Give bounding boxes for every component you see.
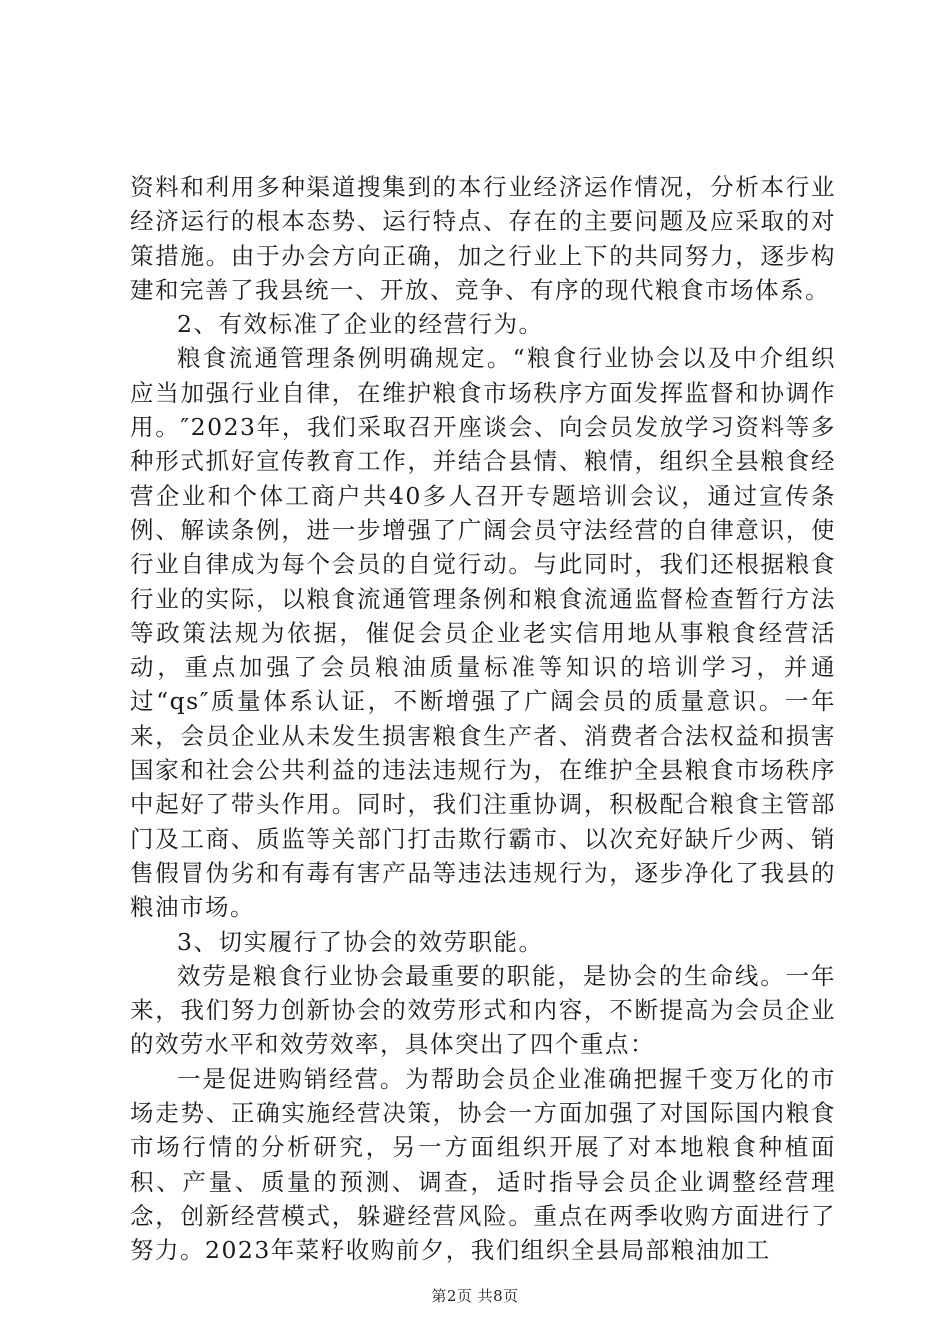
- paragraph: 粮食流通管理条例明确规定。“粮食行业协会以及中介组织应当加强行业自律，在维护粮食市场秩序方面发挥监督和协调作用。″2023年，我们采取召开座谈会、向会员发放学习资料等多种形式抓好宣传教育工作，并结合县情、粮情，组织全县粮食经营企业和个体工商户共40多人召开专题培训会议，通过宣传条例、解读条例，进一步增强了广阔会员守法经营的自律意识，使行业自律成为每个会员的自觉行动。与此同时，我们还根据粮食行业的实际，以粮食流通管理条例和粮食流通监督检查暂行方法等政策法规为依据，催促会员企业老实信用地从事粮食经营活动，重点加强了会员粮油质量标准等知识的培训学习，并通过“qs″质量体系认证，不断增强了广阔会员的质量意识。一年来，会员企业从未发生损害粮食生产者、消费者合法权益和损害国家和社会公共利益的违法违规行为，在维护全县粮食市场秩序中起好了带头作用。同时，我们注重协调，积极配合粮食主管部门及工商、质监等关部门打击欺行霸市、以次充好缺斤少两、销售假冒伪劣和有毒有害产品等违法违规行为，逐步净化了我县的粮油市场。: [130, 344, 836, 922]
- document-body: [130, 170, 836, 1268]
- paragraph: 效劳是粮食行业协会最重要的职能，是协会的生命线。一年来，我们努力创新协会的效劳形式和内容，不断提高为会员企业的效劳水平和效劳效率，具体突出了四个重点：: [130, 961, 836, 1059]
- page-footer: 第2页 共8页: [431, 1287, 519, 1305]
- section-heading: 3、切实履行了协会的效劳职能。: [177, 927, 544, 956]
- paragraph: 资料和利用多种渠道搜集到的本行业经济运作情况，分析本行业经济运行的根本态势、运行特点、存在的主要问题及应采取的对策措施。由于办会方向正确，加之行业上下的共同努力，逐步构建和完善了我县统一、开放、竞争、有序的现代粮食市场体系。: [130, 173, 836, 304]
- paragraph: 一是促进购销经营。为帮助会员企业准确把握千变万化的市场走势、正确实施经营决策，协会一方面加强了对国际国内粮食市场行情的分析研究，另一方面组织开展了对本地粮食种植面积、产量、质量的预测、调查，适时指导会员企业调整经营理念，创新经营模式，躲避经营风险。重点在两季收购方面进行了努力。2023年菜籽收购前夕，我们组织全县局部粮油加工: [130, 1064, 836, 1265]
- section-heading: 2、有效标准了企业的经营行为。: [177, 310, 544, 339]
